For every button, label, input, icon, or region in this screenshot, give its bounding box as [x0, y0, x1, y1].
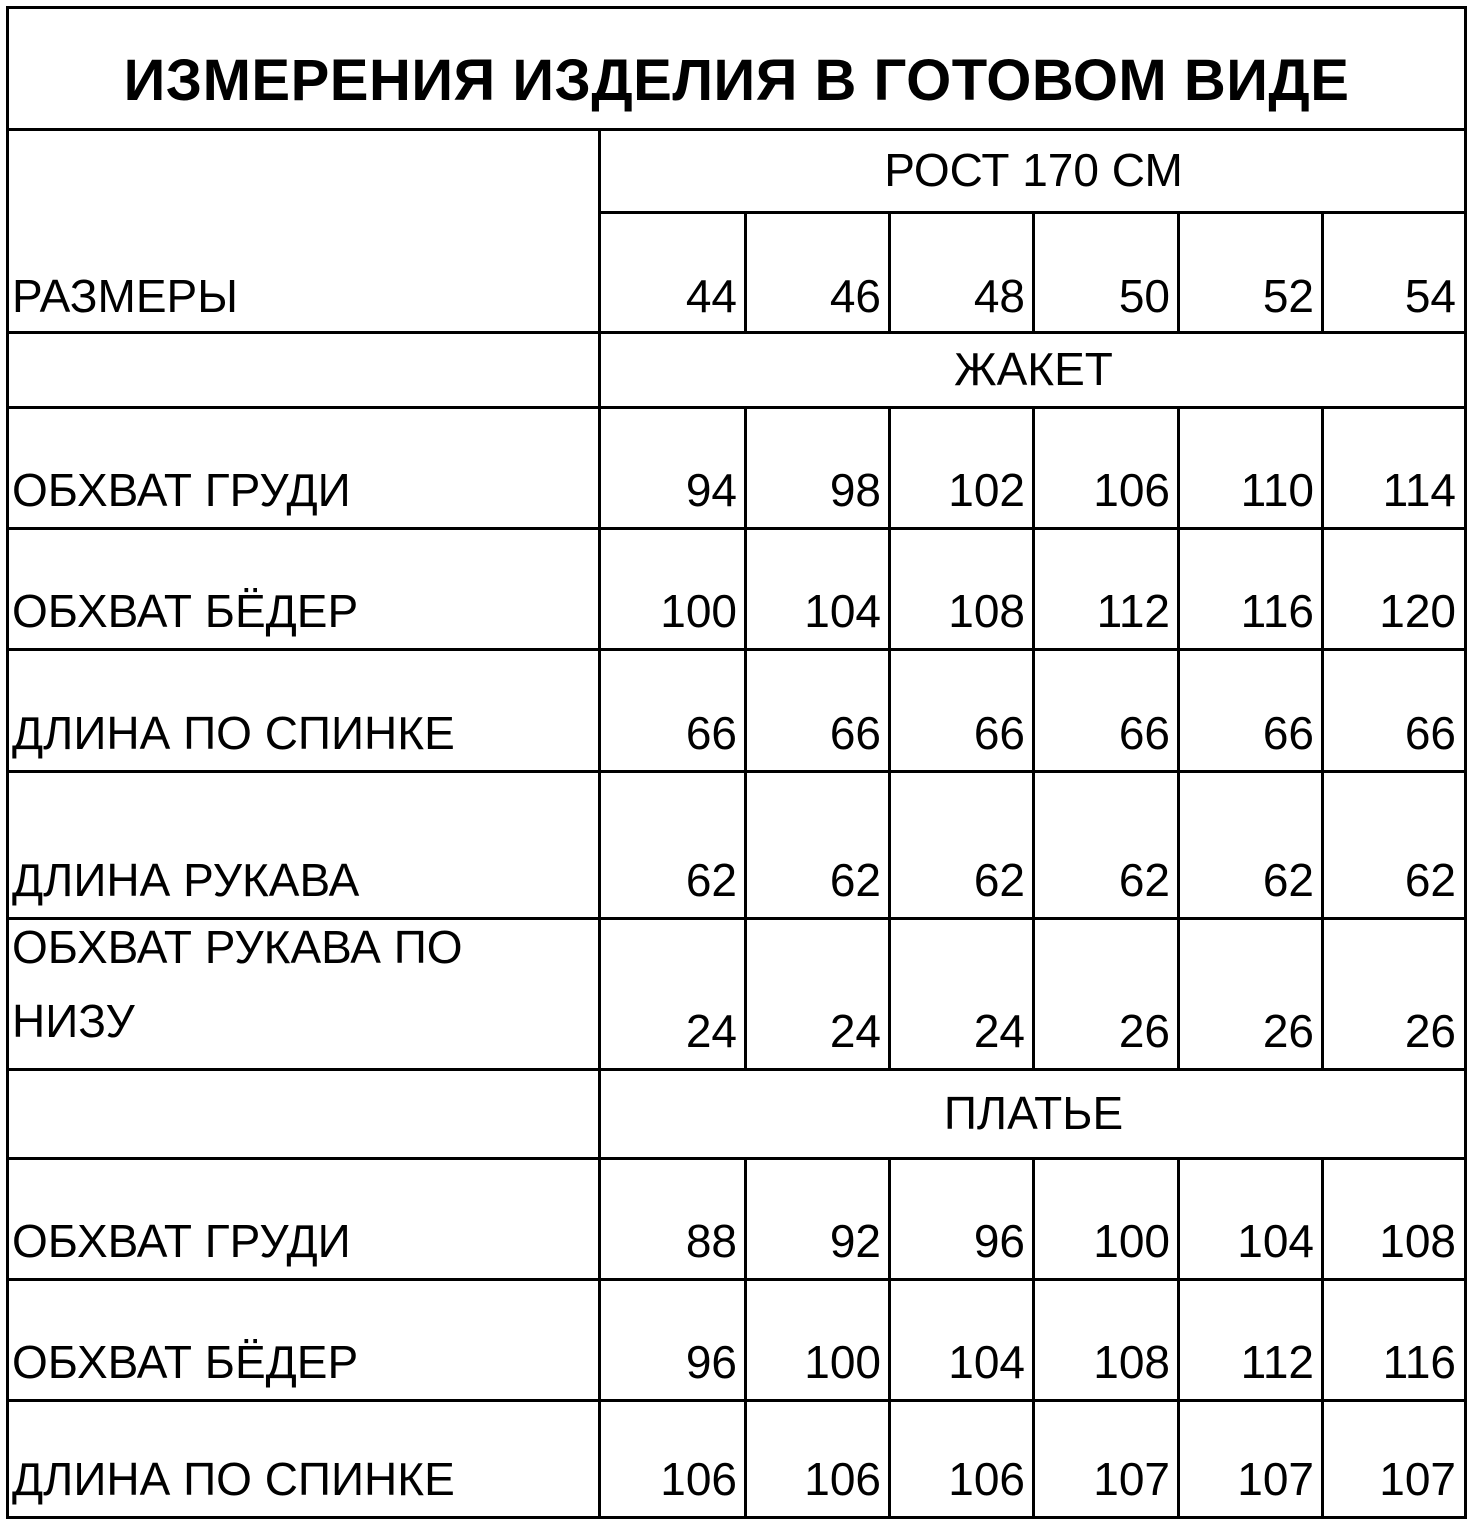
height-header: РОСТ 170 СМ [884, 143, 1183, 196]
cell-value: 108 [948, 585, 1025, 637]
cell-value: 24 [973, 1005, 1025, 1057]
cell-value: 24 [829, 1005, 881, 1057]
cell-value: 66 [973, 707, 1025, 759]
section-jacket: ЖАКЕТ [954, 342, 1113, 395]
cell-value: 107 [1379, 1453, 1456, 1505]
row-label: ОБХВАТ БЁДЕР [12, 585, 359, 637]
cell-value: 66 [1262, 707, 1314, 759]
row-label: ДЛИНА ПО СПИНКЕ [12, 1453, 455, 1505]
cell-value: 66 [1118, 707, 1170, 759]
cell-value: 66 [1404, 707, 1456, 759]
row-label-line: ОБХВАТ РУКАВА ПО [12, 921, 463, 973]
table-title: ИЗМЕРЕНИЯ ИЗДЕЛИЯ В ГОТОВОМ ВИДЕ [9, 9, 1464, 131]
cell-value: 106 [948, 1453, 1025, 1505]
cell-value: 94 [685, 464, 737, 516]
cell-value: 62 [1118, 854, 1170, 906]
cell-value: 104 [804, 585, 881, 637]
cell-value: 62 [1262, 854, 1314, 906]
size-value: 46 [829, 270, 881, 322]
cell-value: 106 [660, 1453, 737, 1505]
row-label [12, 917, 592, 1058]
row-label: ОБХВАТ ГРУДИ [12, 1215, 351, 1267]
cell-value: 66 [829, 707, 881, 759]
cell-value: 100 [660, 585, 737, 637]
cell-value: 120 [1379, 585, 1456, 637]
size-value: 50 [1118, 270, 1170, 322]
cell-value: 108 [1093, 1336, 1170, 1388]
cell-value: 26 [1262, 1005, 1314, 1057]
size-value: 44 [685, 270, 737, 322]
sizes-label: РАЗМЕРЫ [12, 270, 238, 322]
cell-value: 92 [829, 1215, 881, 1267]
cell-value: 98 [829, 464, 881, 516]
cell-value: 116 [1240, 585, 1314, 637]
cell-value: 116 [1382, 1336, 1456, 1388]
cell-value: 100 [1093, 1215, 1170, 1267]
cell-value: 62 [1404, 854, 1456, 906]
cell-value: 106 [804, 1453, 881, 1505]
cell-value: 110 [1240, 464, 1314, 516]
cell-value: 88 [685, 1215, 737, 1267]
cell-value: 104 [1237, 1215, 1314, 1267]
cell-value: 62 [829, 854, 881, 906]
cell-value: 100 [804, 1336, 881, 1388]
size-value: 48 [973, 270, 1025, 322]
row-label-line: НИЗУ [12, 995, 135, 1047]
cell-value: 104 [948, 1336, 1025, 1388]
cell-value: 96 [685, 1336, 737, 1388]
cell-value: 114 [1382, 464, 1456, 516]
cell-value: 112 [1240, 1336, 1314, 1388]
cell-value: 62 [685, 854, 737, 906]
size-value: 54 [1404, 270, 1456, 322]
cell-value: 66 [685, 707, 737, 759]
cell-value: 26 [1118, 1005, 1170, 1057]
cell-value: 96 [973, 1215, 1025, 1267]
cell-value: 102 [948, 464, 1025, 516]
row-label: ОБХВАТ ГРУДИ [12, 464, 351, 516]
cell-value: 26 [1404, 1005, 1456, 1057]
row-label: ДЛИНА ПО СПИНКЕ [12, 707, 455, 759]
cell-value: 107 [1093, 1453, 1170, 1505]
cell-value: 108 [1379, 1215, 1456, 1267]
row-label: ДЛИНА РУКАВА [12, 854, 360, 906]
cell-value: 112 [1096, 585, 1170, 637]
row-label: ОБХВАТ БЁДЕР [12, 1336, 359, 1388]
cell-value: 24 [685, 1005, 737, 1057]
section-dress: ПЛАТЬЕ [943, 1086, 1124, 1139]
cell-value: 106 [1093, 464, 1170, 516]
size-value: 52 [1262, 270, 1314, 322]
cell-value: 107 [1237, 1453, 1314, 1505]
cell-value: 62 [973, 854, 1025, 906]
